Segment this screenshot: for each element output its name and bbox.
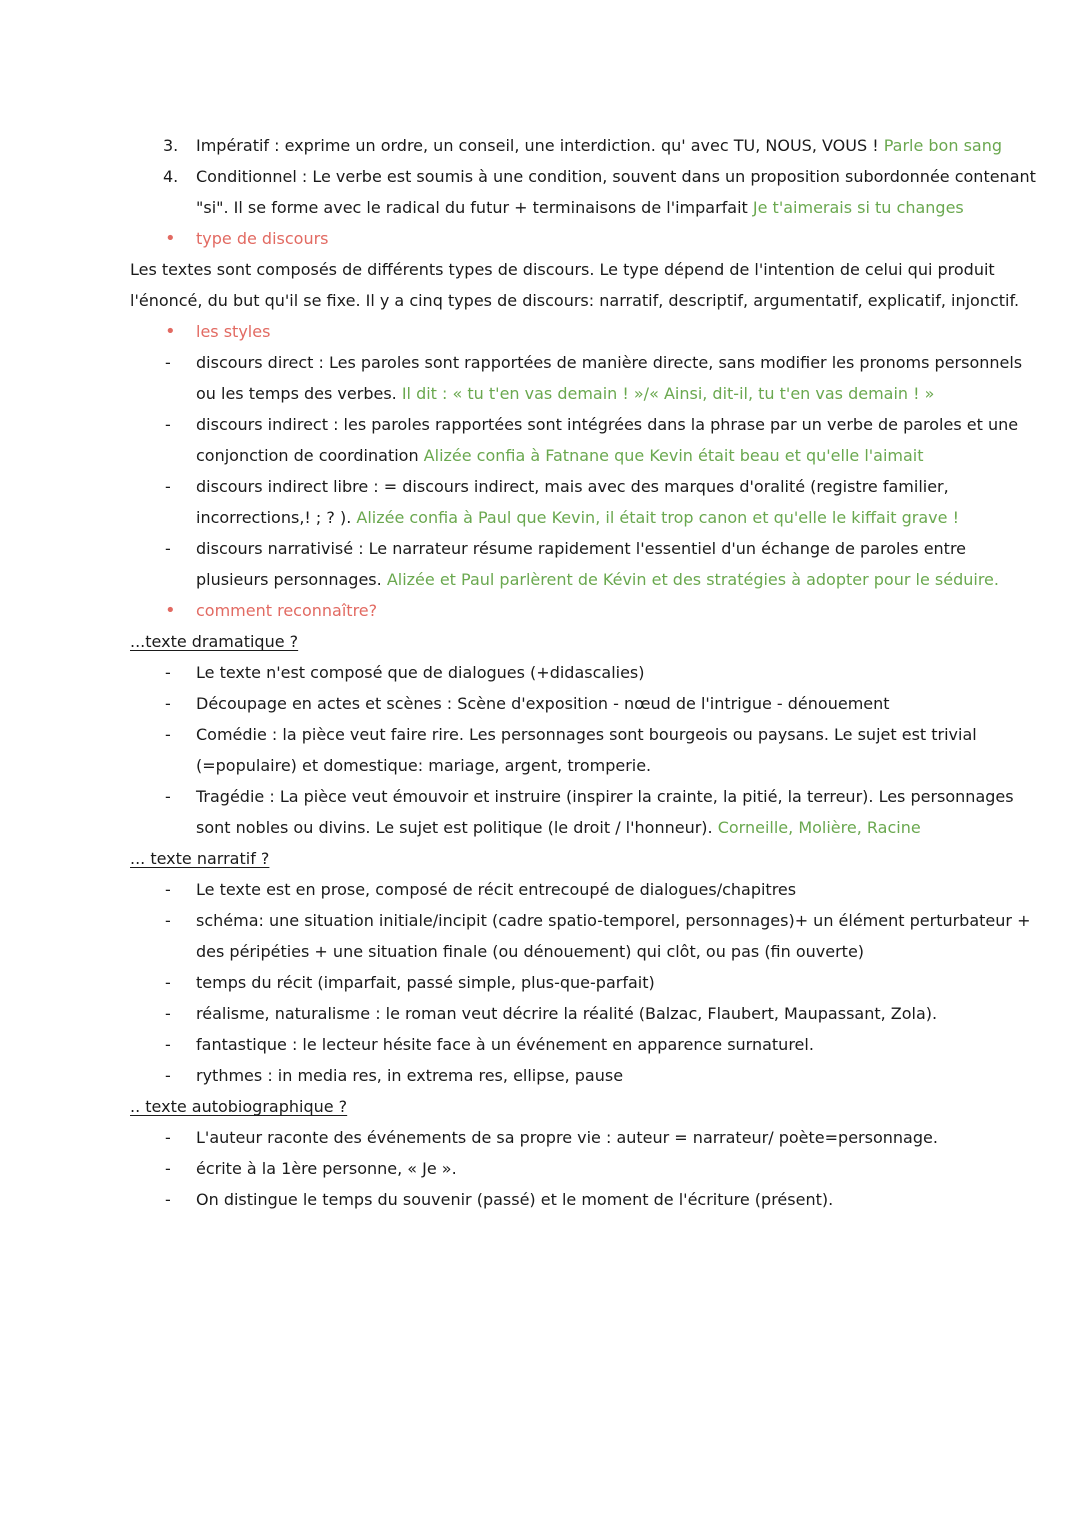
autobio-text: écrite à la 1ère personne, « Je ». xyxy=(196,1159,457,1178)
style-example: Il dit : « tu t'en vas demain ! »/« Ainsi, dit-il, tu t'en vas demain ! » xyxy=(401,384,935,403)
dramatique-example: Corneille, Molière, Racine xyxy=(717,818,921,837)
style-text: conjonction de coordination xyxy=(196,446,424,465)
dash-icon: - xyxy=(165,1035,171,1054)
dash-icon: - xyxy=(165,880,171,899)
dash-icon: - xyxy=(165,477,171,496)
dramatique-item-cont xyxy=(0,750,1080,781)
heading-types xyxy=(0,223,1080,254)
narratif-item xyxy=(0,998,1080,1029)
autobio-text: L'auteur raconte des événements de sa propre vie : auteur = narrateur/ poète=personnage. xyxy=(196,1128,938,1147)
dash-icon: - xyxy=(165,663,171,682)
list-item-conditionnel xyxy=(0,161,1080,192)
dramatique-item xyxy=(0,719,1080,750)
list-number: 4. xyxy=(163,167,179,186)
paragraph-line xyxy=(0,285,1080,316)
bullet-icon: • xyxy=(165,321,176,342)
heading-narratif-text: ... texte narratif ? xyxy=(130,849,270,868)
conditionnel-text: Conditionnel : Le verbe est soumis à une condition, souvent dans un proposition subordonnée contenant xyxy=(196,167,1036,186)
dramatique-text: Tragédie : La pièce veut émouvoir et instruire (inspirer la crainte, la pitié, la terreur). Les personnages xyxy=(196,787,1014,806)
heading-autobio xyxy=(0,1091,1080,1122)
dramatique-text: (=populaire) et domestique: mariage, argent, tromperie. xyxy=(196,756,652,775)
dash-icon: - xyxy=(165,694,171,713)
bullet-icon: • xyxy=(165,600,176,621)
heading-dramatique-text: ...texte dramatique ? xyxy=(130,632,299,651)
dramatique-text: Découpage en actes et scènes : Scène d'exposition - nœud de l'intrigue - dénouement xyxy=(196,694,890,713)
imperatif-example: Parle bon sang xyxy=(883,136,1002,155)
style-indirect-libre-cont xyxy=(0,502,1080,533)
dramatique-item xyxy=(0,657,1080,688)
autobio-text: On distingue le temps du souvenir (passé) et le moment de l'écriture (présent). xyxy=(196,1190,834,1209)
style-text: discours narrativisé : Le narrateur résume rapidement l'essentiel d'un échange de paroles entre xyxy=(196,539,967,558)
dramatique-text: sont nobles ou divins. Le sujet est politique (le droit / l'honneur). xyxy=(196,818,718,837)
dash-icon: - xyxy=(165,1128,171,1147)
autobio-item xyxy=(0,1184,1080,1215)
dash-icon: - xyxy=(165,725,171,744)
dash-icon: - xyxy=(165,539,171,558)
heading-reconnaitre xyxy=(0,595,1080,626)
heading-types-text: type de discours xyxy=(196,229,329,248)
list-number: 3. xyxy=(163,136,179,155)
narratif-text: temps du récit (imparfait, passé simple, plus-que-parfait) xyxy=(196,973,655,992)
narratif-item xyxy=(0,1029,1080,1060)
dramatique-item-cont xyxy=(0,812,1080,843)
style-text: incorrections,! ; ? ). xyxy=(196,508,357,527)
dash-icon: - xyxy=(165,1066,171,1085)
narratif-text: réalisme, naturalisme : le roman veut décrire la réalité (Balzac, Flaubert, Maupassant, Zola). xyxy=(196,1004,938,1023)
narratif-item xyxy=(0,905,1080,936)
dash-icon: - xyxy=(165,911,171,930)
dramatique-item xyxy=(0,781,1080,812)
narratif-text: fantastique : le lecteur hésite face à un événement en apparence surnaturel. xyxy=(196,1035,814,1054)
style-text: plusieurs personnages. xyxy=(196,570,387,589)
narratif-text: schéma: une situation initiale/incipit (cadre spatio-temporel, personnages)+ un élément perturbateur + xyxy=(196,911,1031,930)
heading-styles-text: les styles xyxy=(196,322,271,341)
dramatique-item xyxy=(0,688,1080,719)
bullet-icon: • xyxy=(165,228,176,249)
paragraph-text: Les textes sont composés de différents types de discours. Le type dépend de l'intention de celui qui produit xyxy=(130,260,995,279)
dash-icon: - xyxy=(165,787,171,806)
autobio-item xyxy=(0,1122,1080,1153)
style-text: discours indirect : les paroles rapportées sont intégrées dans la phrase par un verbe de paroles et une xyxy=(196,415,1019,434)
style-example: Alizée confia à Paul que Kevin, il était trop canon et qu'elle le kiffait grave ! xyxy=(356,508,959,527)
style-narrativise xyxy=(0,533,1080,564)
dash-icon: - xyxy=(165,1159,171,1178)
dash-icon: - xyxy=(165,973,171,992)
narratif-item xyxy=(0,1060,1080,1091)
style-text: discours direct : Les paroles sont rapportées de manière directe, sans modifier les pronoms personnels xyxy=(196,353,1023,372)
style-text: ou les temps des verbes. xyxy=(196,384,402,403)
style-direct xyxy=(0,347,1080,378)
imperatif-text: Impératif : exprime un ordre, un conseil, une interdiction. qu' avec TU, NOUS, VOUS ! xyxy=(196,136,884,155)
style-indirect-libre xyxy=(0,471,1080,502)
style-narrativise-cont xyxy=(0,564,1080,595)
dash-icon: - xyxy=(165,1190,171,1209)
conditionnel-cont-text: "si". Il se forme avec le radical du futur + terminaisons de l'imparfait xyxy=(196,198,753,217)
style-direct-cont xyxy=(0,378,1080,409)
conditionnel-continuation xyxy=(0,192,1080,223)
conditionnel-example: Je t'aimerais si tu changes xyxy=(752,198,964,217)
dramatique-text: Comédie : la pièce veut faire rire. Les personnages sont bourgeois ou paysans. Le sujet est trivial xyxy=(196,725,977,744)
narratif-item-cont xyxy=(0,936,1080,967)
narratif-item xyxy=(0,967,1080,998)
heading-autobio-text: .. texte autobiographique ? xyxy=(130,1097,348,1116)
heading-reconnaitre-text: comment reconnaître? xyxy=(196,601,378,620)
heading-dramatique xyxy=(0,626,1080,657)
heading-styles xyxy=(0,316,1080,347)
narratif-text: des péripéties + une situation finale (ou dénouement) qui clôt, ou pas (fin ouverte) xyxy=(196,942,865,961)
style-example: Alizée et Paul parlèrent de Kévin et des stratégies à adopter pour le séduire. xyxy=(386,570,999,589)
style-indirect-cont xyxy=(0,440,1080,471)
paragraph-line xyxy=(0,254,1080,285)
dash-icon: - xyxy=(165,1004,171,1023)
dramatique-text: Le texte n'est composé que de dialogues (+didascalies) xyxy=(196,663,645,682)
dash-icon: - xyxy=(165,415,171,434)
paragraph-text: l'énoncé, du but qu'il se fixe. Il y a cinq types de discours: narratif, descriptif, argumentatif, explicatif, injonctif. xyxy=(130,291,1020,310)
narratif-text: Le texte est en prose, composé de récit entrecoupé de dialogues/chapitres xyxy=(196,880,797,899)
heading-narratif xyxy=(0,843,1080,874)
narratif-item xyxy=(0,874,1080,905)
style-example: Alizée confia à Fatnane que Kevin était beau et qu'elle l'aimait xyxy=(423,446,924,465)
narratif-text: rythmes : in media res, in extrema res, ellipse, pause xyxy=(196,1066,624,1085)
style-text: discours indirect libre : = discours indirect, mais avec des marques d'oralité (registre familier, xyxy=(196,477,949,496)
style-indirect xyxy=(0,409,1080,440)
list-item-imperatif xyxy=(0,130,1080,161)
autobio-item xyxy=(0,1153,1080,1184)
dash-icon: - xyxy=(165,353,171,372)
